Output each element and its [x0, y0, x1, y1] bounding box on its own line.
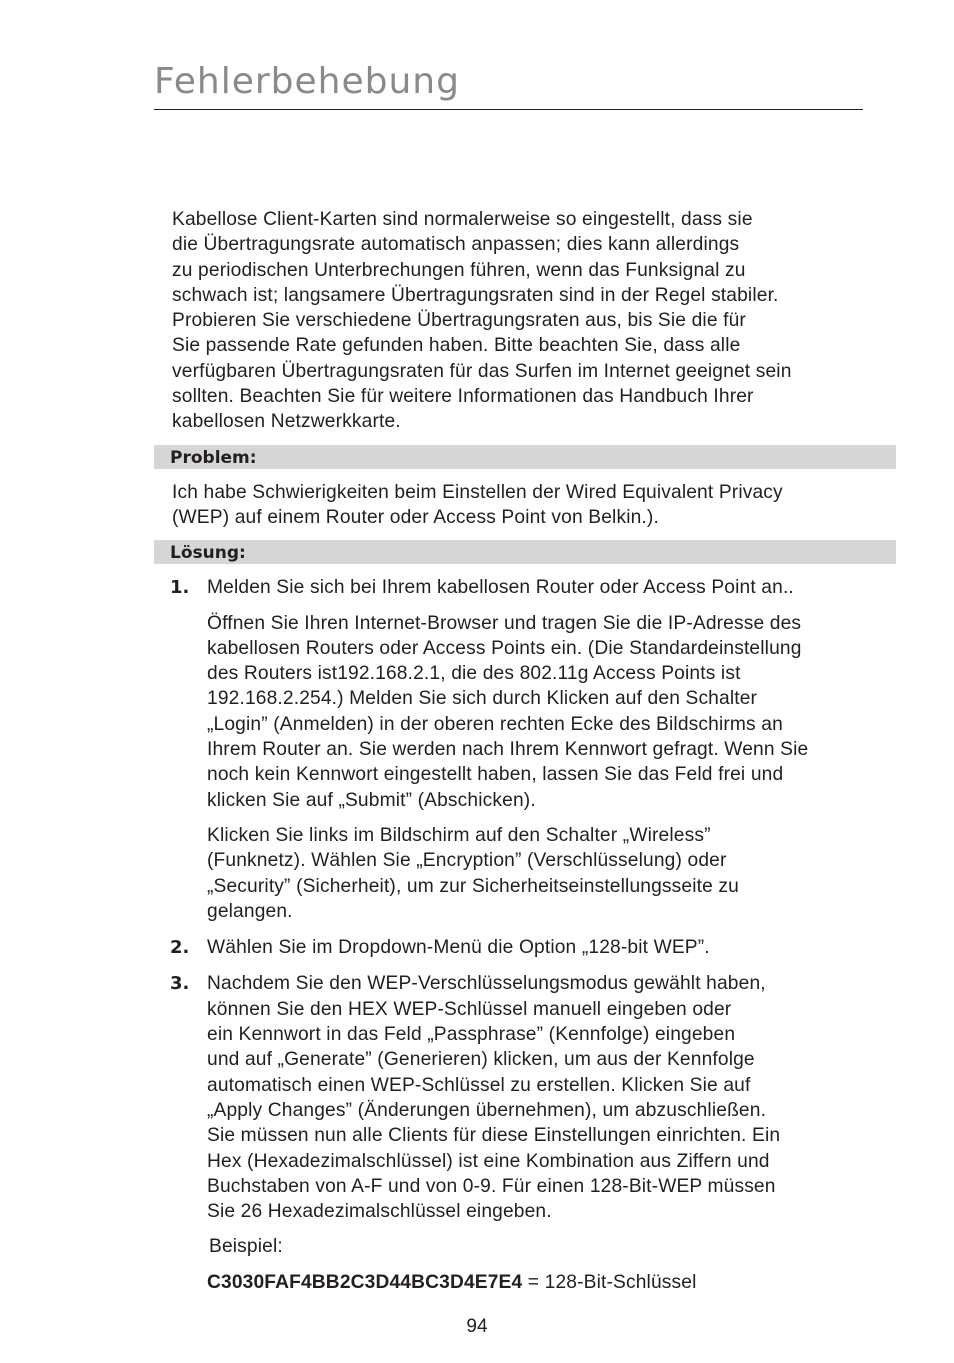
- example-label: Beispiel:: [209, 1236, 283, 1258]
- step-line: können Sie den HEX WEP-Schlüssel manuell eingeben oder: [207, 998, 732, 1020]
- step-line: Hex (Hexadezimalschlüssel) ist eine Kombination aus Ziffern und: [207, 1150, 770, 1172]
- intro-line: Probieren Sie verschiedene Übertragungsraten aus, bis Sie die für: [172, 310, 746, 332]
- intro-line: Kabellose Client-Karten sind normalerweise so eingestellt, dass sie: [172, 209, 753, 230]
- page-number: 94: [466, 1316, 488, 1337]
- step-text: [207, 935, 896, 960]
- subparagraph-line: kabellosen Routers oder Access Points ein. (Die Standardeinstellung: [207, 637, 802, 659]
- solution-step-3: [154, 971, 896, 1224]
- subparagraph-line: (Funknetz). Wählen Sie „Encryption” (Verschlüsselung) oder: [207, 850, 727, 872]
- example-block: [154, 1234, 896, 1259]
- example-hex-key: C3030FAF4BB2C3D44BC3D4E7E4: [207, 1271, 523, 1293]
- step-line: automatisch einen WEP-Schlüssel zu erstellen. Klicken Sie auf: [207, 1074, 751, 1096]
- subparagraph-line: Klicken Sie links im Bildschirm auf den Schalter „Wireless”: [207, 824, 711, 846]
- subparagraph-line: klicken Sie auf „Submit” (Abschicken).: [207, 789, 536, 811]
- problem-heading: Problem:: [154, 445, 896, 469]
- subparagraph-line: noch kein Kennwort eingestellt haben, lassen Sie das Feld frei und: [207, 764, 784, 786]
- step-text: [207, 575, 896, 600]
- step-line: und auf „Generate” (Generieren) klicken, um aus der Kennfolge: [207, 1049, 755, 1071]
- step-line: Melden Sie sich bei Ihrem kabellosen Router oder Access Point an..: [207, 577, 794, 599]
- subparagraph-line: „Login” (Anmelden) in der oberen rechten Ecke des Bildschirms an: [207, 713, 783, 735]
- intro-line: zu periodischen Unterbrechungen führen, wenn das Funksignal zu: [172, 259, 746, 281]
- step-line: ein Kennwort in das Feld „Passphrase” (Kennfolge) eingeben: [207, 1024, 736, 1046]
- step-line: Sie müssen nun alle Clients für diese Einstellungen einrichten. Ein: [207, 1125, 781, 1147]
- step-1-subparagraph-2: [154, 823, 896, 924]
- intro-paragraph: [172, 207, 896, 435]
- subparagraph-text: [207, 823, 896, 924]
- problem-line: (WEP) auf einem Router oder Access Point von Belkin.).: [172, 506, 659, 528]
- title-divider: [154, 109, 863, 110]
- subparagraph-line: des Routers ist192.168.2.1, die des 802.11g Access Points ist: [207, 663, 741, 685]
- solution-step-1: [154, 575, 896, 600]
- page-content: [154, 207, 896, 1295]
- intro-line: kabellosen Netzwerkkarte.: [172, 411, 401, 433]
- subparagraph-line: Öffnen Sie Ihren Internet-Browser und tragen Sie die IP-Adresse des: [207, 612, 802, 634]
- example-key-line: [207, 1270, 896, 1295]
- page-title: Fehlerbehebung: [154, 61, 460, 102]
- intro-line: sollten. Beachten Sie für weitere Informationen das Handbuch Ihrer: [172, 386, 754, 408]
- subparagraph-line: „Security” (Sicherheit), um zur Sicherheitseinstellungsseite zu: [207, 875, 739, 897]
- intro-line: schwach ist; langsamere Übertragungsraten sind in der Regel stabiler.: [172, 284, 779, 306]
- step-text: [207, 971, 896, 1224]
- intro-line: Sie passende Rate gefunden haben. Bitte beachten Sie, dass alle: [172, 335, 741, 357]
- step-line: Nachdem Sie den WEP-Verschlüsselungsmodus gewählt haben,: [207, 973, 766, 995]
- subparagraph-line: Ihrem Router an. Sie werden nach Ihrem Kennwort gefragt. Wenn Sie: [207, 739, 809, 761]
- example-key-suffix: = 128-Bit-Schlüssel: [522, 1271, 697, 1293]
- solution-heading: Lösung:: [154, 540, 896, 564]
- step-line: Buchstaben von A-F und von 0-9. Für einen 128-Bit-WEP müssen: [207, 1175, 776, 1197]
- subparagraph-line: gelangen.: [207, 900, 293, 922]
- intro-line: die Übertragungsrate automatisch anpassen; dies kann allerdings: [172, 234, 740, 256]
- step-number: 1.: [170, 577, 190, 599]
- example-key-block: [154, 1270, 896, 1295]
- problem-paragraph: [172, 480, 896, 531]
- intro-line: verfügbaren Übertragungsraten für das Surfen im Internet geeignet sein: [172, 360, 792, 382]
- step-1-subparagraph-1: [154, 611, 896, 813]
- step-line: Sie 26 Hexadezimalschlüssel eingeben.: [207, 1201, 552, 1223]
- solution-step-2: [154, 935, 896, 960]
- step-line: „Apply Changes” (Änderungen übernehmen), um abzuschließen.: [207, 1099, 767, 1121]
- step-number: 2.: [170, 937, 190, 959]
- step-line: Wählen Sie im Dropdown-Menü die Option „128-bit WEP”.: [207, 937, 710, 959]
- problem-line: Ich habe Schwierigkeiten beim Einstellen der Wired Equivalent Privacy: [172, 481, 783, 503]
- subparagraph-line: 192.168.2.254.) Melden Sie sich durch Klicken auf den Schalter: [207, 688, 758, 710]
- step-number: 3.: [170, 973, 190, 995]
- subparagraph-text: [207, 611, 896, 813]
